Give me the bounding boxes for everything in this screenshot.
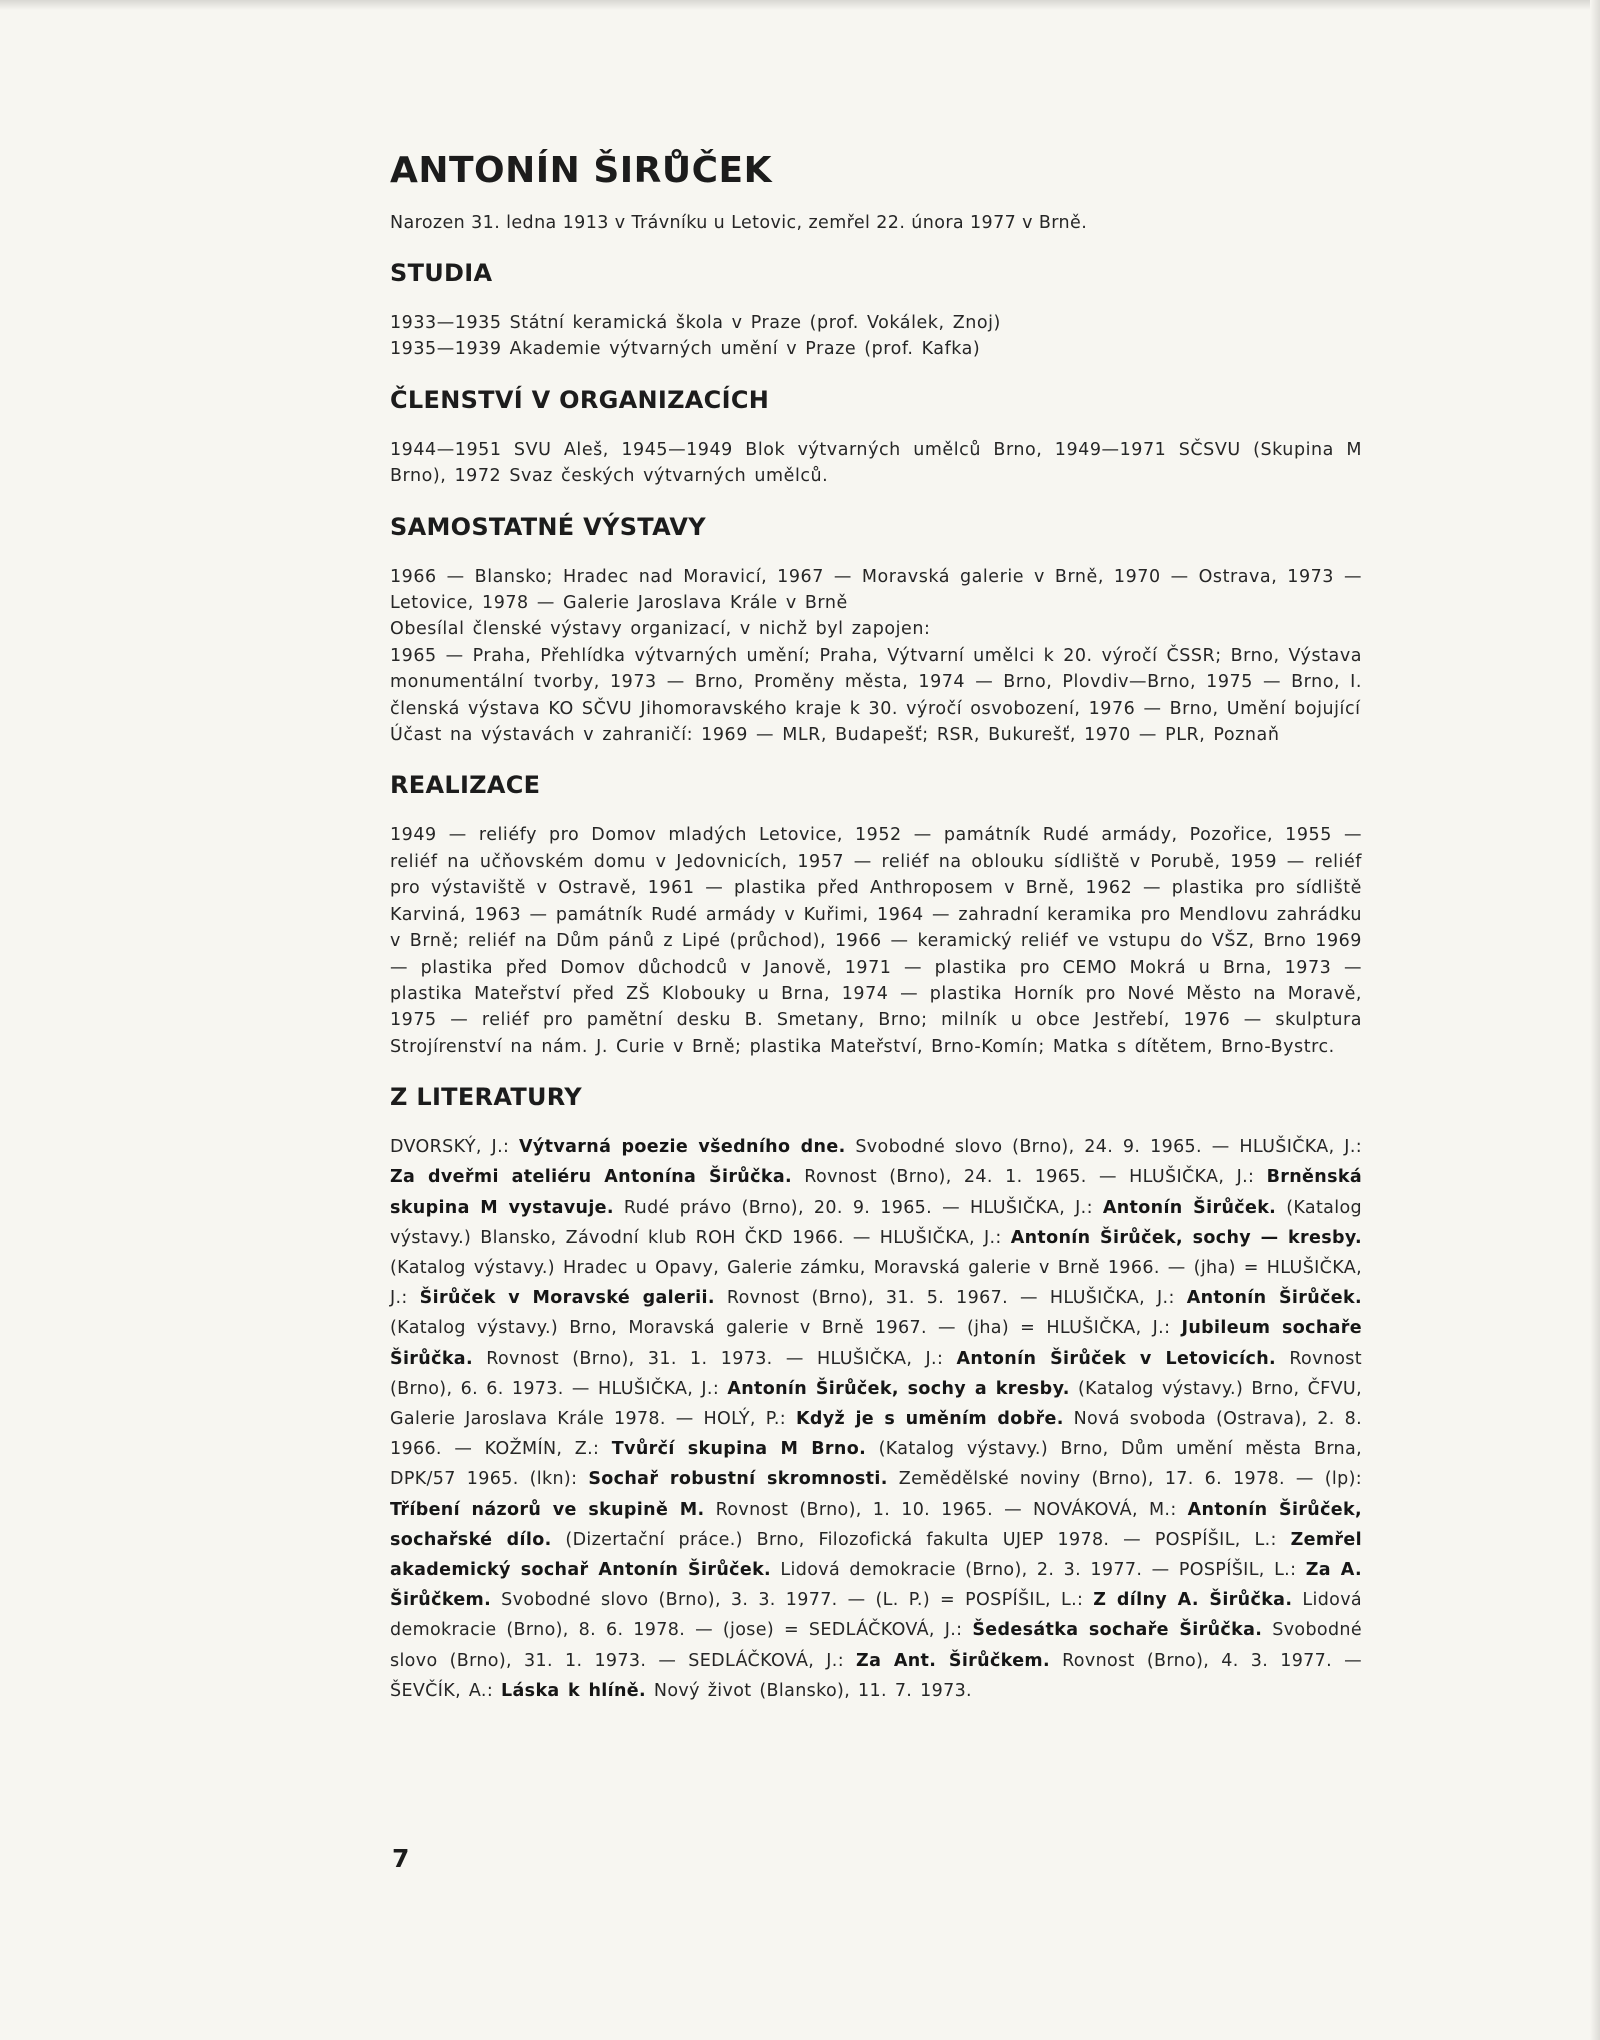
citation-text: Svobodné slovo (Brno), 31. 1. 1973. — SEDLÁČKOVÁ, J.: xyxy=(390,1620,1362,1671)
citation-title: Tříbení názorů ve skupině M. xyxy=(390,1499,705,1520)
clenstvi-text: 1944—1951 SVU Aleš, 1945—1949 Blok výtvarných umělců Brno, 1949—1971 SČSVU (Skupina M Brno), 1972 Svaz českých výtvarných umělců. xyxy=(390,439,1362,487)
studia-line: 1935—1939 Akademie výtvarných umění v Praze (prof. Kafka) xyxy=(390,339,981,360)
citation-text: Nová svoboda (Ostrava), 2. 8. 1966. — KOŽMÍN, Z.: xyxy=(390,1408,1362,1460)
citation-title: Jubileum sochaře Širůčka. xyxy=(390,1318,1362,1369)
citation-text: Rovnost (Brno), 4. 3. 1977. — ŠEVČÍK, A.: xyxy=(390,1650,1362,1701)
citation-text: (Katalog výstavy.) Hradec u Opavy, Galerie zámku, Moravská galerie v Brně 1966. — (jha) = HLUŠIČKA, J.: xyxy=(390,1257,1362,1309)
citation-text: Rovnost (Brno), 6. 6. 1973. — HLUŠIČKA, J.: xyxy=(390,1348,1362,1399)
citation-title: Z dílny A. Širůčka. xyxy=(1093,1590,1293,1611)
citation-title: Antonín Širůček, sochy — kresby. xyxy=(1010,1227,1362,1248)
section-heading-clenstvi: ČLENSTVÍ V ORGANIZACÍCH xyxy=(390,385,770,414)
citation-text: (Dizertační práce.) Brno, Filozofická fakulta UJEP 1978. — POSPÍŠIL, L.: xyxy=(551,1529,1291,1550)
citation-title: Když je s uměním dobře. xyxy=(795,1408,1064,1429)
citation-text: Rovnost (Brno), 1. 10. 1965. — NOVÁKOVÁ, M.: xyxy=(704,1499,1188,1520)
section-heading-literatura: Z LITERATURY xyxy=(390,1083,582,1112)
citation-title: Antonín Širůček, sochy a kresby. xyxy=(727,1378,1070,1399)
citation-text: Rovnost (Brno), 31. 1. 1973. — HLUŠIČKA, J.: xyxy=(472,1348,957,1369)
section-heading-vystavy: SAMOSTATNÉ VÝSTAVY xyxy=(390,512,706,541)
citation-text: Lidová demokracie (Brno), 8. 6. 1978. — (jose) = SEDLÁČKOVÁ, J.: xyxy=(390,1590,1362,1641)
citation-title: Antonín Širůček v Letovicích. xyxy=(956,1348,1277,1369)
studia-line: 1933—1935 Státní keramická škola v Praze (prof. Vokálek, Znoj) xyxy=(390,313,1001,333)
citation-title: Širůček v Moravské galerii. xyxy=(419,1288,715,1309)
vystavy-abroad: Účast na výstavách v zahraničí: 1969 — MLR, Budapešť; RSR, Bukurešť, 1970 — PLR, Poznaň xyxy=(390,725,1280,746)
citation-text: Lidová demokracie (Brno), 2. 3. 1977. — POSPÍŠIL, L.: xyxy=(771,1559,1306,1580)
biography-intro: Narozen 31. ledna 1913 v Trávníku u Letovic, zemřel 22. února 1977 v Brně. xyxy=(390,213,1088,233)
document-body xyxy=(390,148,1362,1706)
section-heading-studia: STUDIA xyxy=(390,259,493,287)
citation-text: (Katalog výstavy.) Blansko, Závodní klub ROH ČKD 1966. — HLUŠIČKA, J.: xyxy=(390,1197,1362,1248)
page-right-edge xyxy=(1590,0,1600,2040)
citation-text: Rovnost (Brno), 31. 5. 1967. — HLUŠIČKA, J.: xyxy=(714,1288,1187,1309)
page-number: 7 xyxy=(392,1844,410,1873)
vystavy-solo-list: 1966 — Blansko; Hradec nad Moravicí, 1967 — Moravská galerie v Brně, 1970 — Ostrava, 1973 — Letovice, 1978 — Galerie Jaroslava Krále v Brně xyxy=(390,566,1362,614)
citation-title: Tvůrčí skupina M Brno. xyxy=(611,1439,867,1460)
citation-text: (Katalog výstavy.) Brno, ČFVU, Galerie Jaroslava Krále 1978. — HOLÝ, P.: xyxy=(390,1378,1362,1429)
citation-text: DVORSKÝ, J.: xyxy=(390,1137,519,1158)
citation-text: Svobodné slovo (Brno), 3. 3. 1977. — (L. P.) = POSPÍŠIL, L.: xyxy=(491,1590,1094,1611)
citation-title: Za A. Širůčkem. xyxy=(390,1559,1362,1611)
page-title: ANTONÍN ŠIRŮČEK xyxy=(390,150,773,191)
citation-title: Brněnská skupina M vystavuje. xyxy=(390,1167,1362,1218)
citation-title: Šedesátka sochaře Širůčka. xyxy=(972,1620,1263,1641)
citation-title: Zemřel akademický sochař Antonín Širůček. xyxy=(390,1529,1362,1580)
citation-title: Láska k hlíně. xyxy=(501,1680,646,1701)
vystavy-section xyxy=(390,564,1362,749)
section-heading-realizace: REALIZACE xyxy=(390,771,541,800)
citation-title: Za Ant. Širůčkem. xyxy=(856,1650,1050,1671)
citation-title: Sochař robustní skromnosti. xyxy=(588,1469,888,1490)
citation-text: (Katalog výstavy.) Brno, Moravská galerie v Brně 1967. — (jha) = HLUŠIČKA, J.: xyxy=(390,1318,1182,1339)
citation-text: Rudé právo (Brno), 20. 9. 1965. — HLUŠIČKA, J.: xyxy=(613,1197,1103,1218)
citation-text: Zemědělské noviny (Brno), 17. 6. 1978. — (lp): xyxy=(887,1469,1363,1490)
citation-title: Antonín Širůček. xyxy=(1186,1288,1362,1309)
citation-title: Výtvarná poezie všedního dne. xyxy=(519,1137,846,1158)
citation-text: Rovnost (Brno), 24. 1. 1965. — HLUŠIČKA, J.: xyxy=(791,1167,1267,1188)
citation-title: Za dveřmi ateliéru Antonína Širůčka. xyxy=(390,1167,792,1188)
studia-section xyxy=(390,310,1362,363)
citation-title: Antonín Širůček. xyxy=(1102,1197,1277,1218)
literatura-text xyxy=(390,1132,1362,1706)
page-top-shadow xyxy=(0,0,1600,10)
citation-text: Nový život (Blansko), 11. 7. 1973. xyxy=(646,1680,972,1701)
realizace-text: 1949 — reliéfy pro Domov mladých Letovice, 1952 — památník Rudé armády, Pozořice, 1955 — reliéf na učňovském domu v Jedovnicích, 1957 — reliéf na oblouku sídliště v Porubě, 1959 — reliéf pro výstaviště v Ostravě, 1961 — plastika před Anthroposem v Brně, 1962 — plastika pro sídliště Karviná, 1963 — památník Rudé armády v Kuřimi, 1964 — zahradní keramika pro Mendlovu zahrádku v Brně; reliéf na Dům pánů z Lipé (průchod), 1966 — keramický reliéf ve vstupu do VŠZ, Brno 1969 — plastika před Domov důchodců v Janově, 1971 — plastika pro CEMO Mokrá u Brna, 1973 — plastika Mateřství před ZŠ Klobouky u Brna, 1974 — plastika Horník pro Nové Město na Moravě, 1975 — reliéf pro pamětní desku B. Smetany, Brno; milník u obce Jestřebí, 1976 — skulptura Strojírenství na nám. J. Curie v Brně; plastika Mateřství, Brno-Komín; Matka s dítětem, Brno-Bystrc. xyxy=(390,825,1362,1057)
vystavy-group-intro: Obesílal členské výstavy organizací, v nichž byl zapojen: xyxy=(390,619,931,640)
citation-title: Antonín Širůček, sochařské dílo. xyxy=(390,1499,1363,1550)
vystavy-group-list: 1965 — Praha, Přehlídka výtvarných umění; Praha, Výtvarní umělci k 20. výročí ČSSR; Brno, Výstava monumentální tvorby, 1973 — Brno, Proměny města, 1974 — Brno, Plovdiv—Brno, 1975 — Brno, I. členská výstava KO SČVU Jihomoravského kraje k 30. výročí osvobození, 1976 — Brno, Umění bojující xyxy=(390,645,1362,719)
citation-text: Svobodné slovo (Brno), 24. 9. 1965. — HLUŠIČKA, J.: xyxy=(845,1137,1362,1158)
citation-text: (Katalog výstavy.) Brno, Dům umění města Brna, DPK/57 1965. (lkn): xyxy=(390,1439,1362,1490)
